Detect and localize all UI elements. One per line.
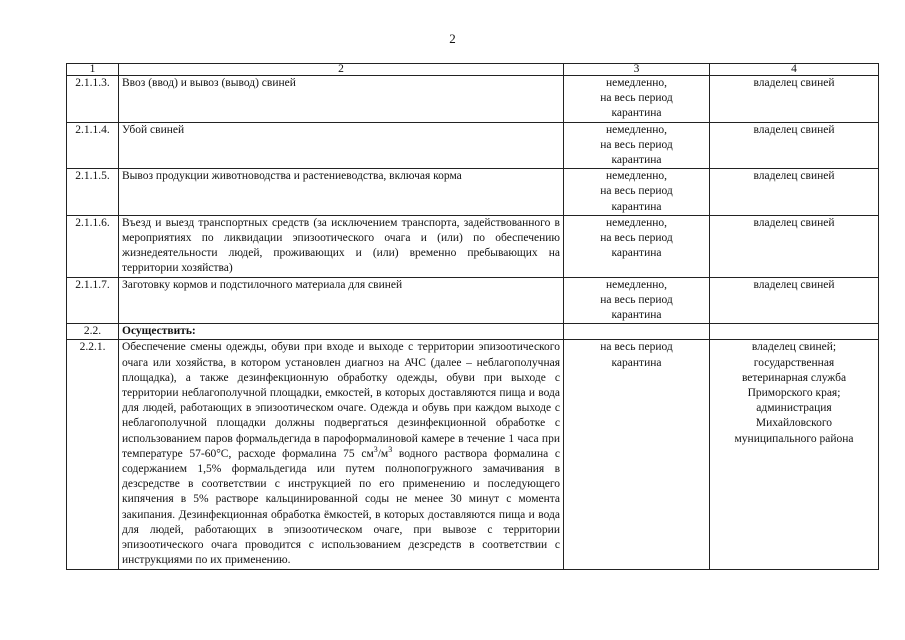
responsible-cell: [710, 215, 879, 277]
description-text: /м: [377, 447, 389, 460]
table-row: [67, 340, 879, 569]
term-cell: [564, 169, 710, 216]
term-line: на весь период: [600, 293, 673, 306]
term-line: немедленно,: [605, 77, 668, 89]
term-line: карантина: [611, 309, 662, 322]
term-cell: [564, 277, 710, 324]
measures-table: [66, 63, 879, 570]
responsible-line: государственная: [753, 356, 835, 369]
responsible-cell: [710, 122, 879, 169]
responsible-cell: [710, 324, 879, 340]
description-text: Обеспечение смены одежды, обуви при входе и выходе с территории эпизоотического очага или хозяйства, в котором установлен диагноз на АЧС (далее – неблагополучная площадка), а также дезинфекционную обработку одежды, обуви при выходе с территории неблагополучной площадки, емкостей, в которых доставляются пища и вода для людей, работающих в эпизоотическом очаге. Одежда и обувь при каждом выходе с неблагополучной площадки должны подвергаться дезинфекционной обработке с использованием паров формальдегида в пароформалиновой камере в течение 1 часа при температуре 57-60°С, расходе формалина 75 см: [122, 341, 560, 460]
responsible-cell: [710, 169, 879, 216]
measure-description: Въезд и выезд транспортных средств (за исключением транспорта, задействованного в мероприятиях по ликвидации эпизоотического очага и (или) по обеспечению жизнедеятельности людей, проживающих и (или) временно пребывающих на территории хозяйства): [119, 215, 564, 277]
responsible-line: ветеринарная служба: [741, 371, 847, 384]
term-line: карантина: [611, 247, 662, 260]
term-line: карантина: [611, 154, 662, 167]
table-row: [67, 215, 879, 277]
responsible-line: администрация: [756, 402, 832, 415]
column-header-2: 2: [119, 64, 564, 76]
term-line: на весь период: [600, 232, 673, 245]
table-row: [67, 122, 879, 169]
responsible-line: владелец свиней: [753, 170, 835, 183]
responsible-line: владелец свиней;: [751, 341, 837, 354]
column-header-1: 1: [67, 64, 119, 76]
term-line: карантина: [611, 200, 662, 213]
term-line: на весь период: [600, 138, 673, 151]
responsible-cell: [710, 76, 879, 123]
measure-description: Заготовку кормов и подстилочного материала для свиней: [119, 277, 564, 324]
term-cell: [564, 324, 710, 340]
term-line: немедленно,: [605, 170, 668, 183]
section-heading: Осуществить:: [119, 324, 564, 340]
term-line: немедленно,: [605, 216, 668, 229]
measure-description: Ввоз (ввод) и вывоз (вывод) свиней: [119, 76, 564, 123]
table-header-row: [67, 64, 879, 76]
measure-description: [119, 340, 564, 569]
responsible-line: Приморского края;: [747, 387, 841, 400]
table-row: [67, 277, 879, 324]
term-line: немедленно,: [605, 123, 668, 136]
table-row: [67, 169, 879, 216]
row-number: 2.2.: [67, 324, 119, 340]
page-number: 2: [449, 31, 456, 46]
superscript: 3: [373, 445, 378, 455]
row-number: 2.1.1.5.: [67, 169, 119, 216]
responsible-line: муниципального района: [734, 432, 854, 445]
row-number: 2.1.1.4.: [67, 122, 119, 169]
description-text: водного раствора формалина с содержанием 1,5% формальдегида или путем полнопогружного замачивания в дезсредстве в соответствии с инструкцией по его применению и последующего кипячения в 5% растворе кальцинированной соды не менее 30 минут с момента закипания. Дезинфекционная обработка ёмкостей, в которых доставляются пища и вода для людей, работающих в эпизоотическом очаге, при вывозе с территории эпизоотического очага проводится с использованием дезсредств в соответствии с инструкциями по их применению.: [122, 447, 560, 567]
term-line: карантина: [611, 107, 662, 120]
term-line: на весь период: [600, 185, 673, 198]
measure-description: Убой свиней: [119, 122, 564, 169]
responsible-line: владелец свиней: [753, 278, 835, 291]
term-line: немедленно,: [605, 278, 668, 291]
responsible-line: владелец свиней: [753, 77, 835, 89]
column-header-4: 4: [710, 64, 879, 76]
row-number: 2.1.1.3.: [67, 76, 119, 123]
row-number: 2.1.1.6.: [67, 215, 119, 277]
term-cell: [564, 215, 710, 277]
responsible-cell: [710, 277, 879, 324]
term-line: карантина: [611, 356, 662, 369]
term-cell: [564, 76, 710, 123]
term-line: на весь период: [600, 341, 673, 354]
row-number: 2.1.1.7.: [67, 277, 119, 324]
measure-description: Вывоз продукции животноводства и растениеводства, включая корма: [119, 169, 564, 216]
responsible-cell: [710, 340, 879, 569]
column-header-3: 3: [564, 64, 710, 76]
table-row-section: [67, 324, 879, 340]
term-cell: [564, 122, 710, 169]
responsible-line: владелец свиней: [753, 216, 835, 229]
row-number: 2.2.1.: [67, 340, 119, 569]
superscript: 3: [388, 445, 393, 455]
term-line: на весь период: [600, 92, 673, 105]
responsible-line: владелец свиней: [753, 123, 835, 136]
term-cell: [564, 340, 710, 569]
responsible-line: Михайловского: [755, 417, 833, 430]
table-row: [67, 76, 879, 123]
